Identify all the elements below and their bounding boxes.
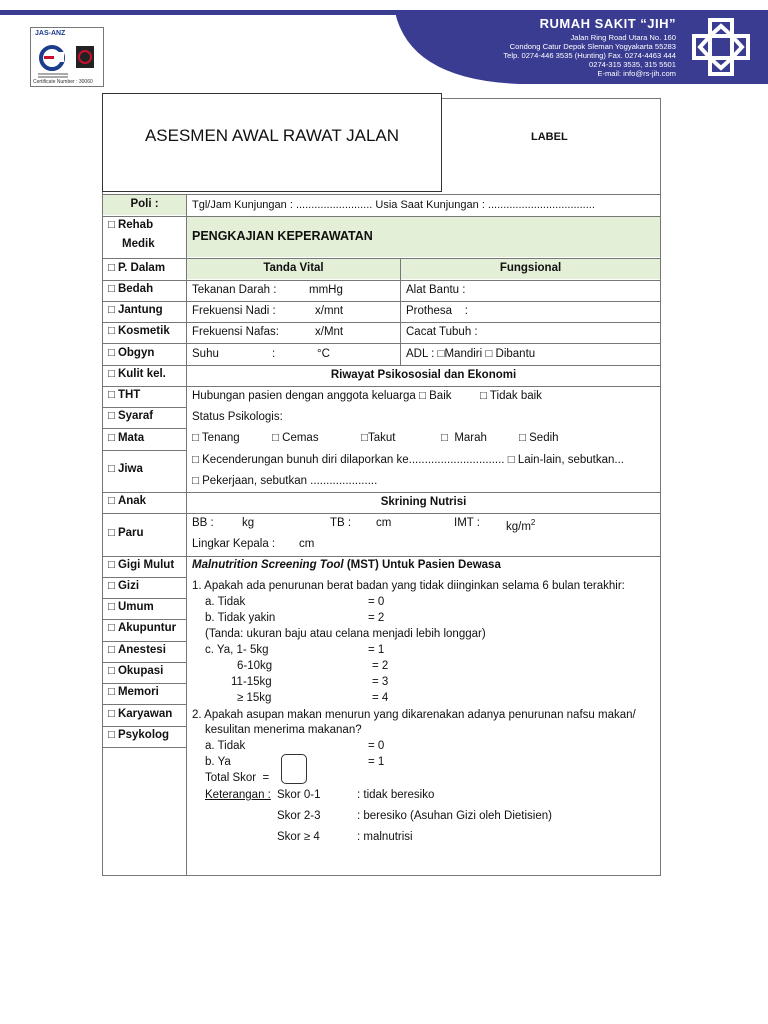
poli-header: Poli : xyxy=(130,198,159,210)
poli-option-okupasi[interactable] xyxy=(108,665,163,677)
poli-option-tht[interactable] xyxy=(108,389,140,401)
column-divider xyxy=(186,194,187,876)
cert-emblem-icon xyxy=(32,38,102,82)
poli-option-paru[interactable] xyxy=(108,527,144,539)
poli-label: Okupasi xyxy=(117,665,164,677)
psychosocial-header: Riwayat Psikososial dan Ekonomi xyxy=(330,369,517,381)
bmi-unit-exponent: 2 xyxy=(530,518,536,527)
psych-option-tenang[interactable]: □ Tenang xyxy=(192,432,240,444)
legend-label: Keterangan : xyxy=(205,789,271,801)
head-circumference-label: Lingkar Kepala : xyxy=(192,538,276,550)
mst-q1-note: (Tanda: ukuran baju atau celana menjadi lebih longgar) xyxy=(205,628,486,640)
total-score-label: Total Skor = xyxy=(205,772,270,784)
poli-option-kulit[interactable] xyxy=(108,368,166,380)
poli-label: Obgyn xyxy=(117,347,155,359)
mst-q1-score-c4: = 4 xyxy=(372,692,389,704)
divider xyxy=(102,641,186,642)
divider xyxy=(102,598,186,599)
nutrition-screening-header: Skrining Nutrisi xyxy=(380,496,467,508)
poli-option-umum[interactable] xyxy=(108,601,154,613)
section-title: PENGKAJIAN KEPERAWATAN xyxy=(192,229,373,243)
poli-label: Gigi Mulut xyxy=(117,559,175,571)
checkbox-icon[interactable]: □ xyxy=(108,304,115,316)
disability-label: Cacat Tubuh : xyxy=(406,326,478,338)
psych-status-label: Status Psikologis: xyxy=(192,411,283,423)
address-line: Condong Catur Depok Sleman Yogyakarta 55283 xyxy=(509,42,676,51)
occupation-option[interactable]: □ Pekerjaan, sebutkan ..................... xyxy=(192,475,378,487)
psych-option-takut[interactable]: □Takut xyxy=(361,432,396,444)
checkbox-icon[interactable]: □ xyxy=(108,622,115,634)
weight-label: BB : xyxy=(192,517,214,529)
cert-title: JAS-ANZ xyxy=(35,30,66,37)
weight-unit: kg xyxy=(242,517,255,529)
poli-option-psykolog[interactable] xyxy=(108,729,169,741)
checkbox-icon[interactable]: □ xyxy=(108,283,115,295)
score-range-1: Skor 0-1 xyxy=(277,789,321,801)
poli-label: P. Dalam xyxy=(117,262,166,274)
mst-question-1: 1. Apakah ada penurunan berat badan yang tidak diinginkan selama 6 bulan terakhir: xyxy=(192,580,625,592)
hospital-header xyxy=(0,0,768,90)
temperature-unit: °C xyxy=(317,348,330,360)
address-line: 0274-315 3535, 315 5501 xyxy=(589,60,676,69)
poli-option-syaraf[interactable] xyxy=(108,410,153,422)
total-score-input[interactable] xyxy=(281,754,307,784)
poli-label: Psykolog xyxy=(117,729,170,741)
poli-label: Paru xyxy=(117,527,144,539)
poli-option-akupuntur[interactable] xyxy=(108,622,176,634)
mst-q1-option-a: a. Tidak xyxy=(205,596,246,608)
poli-label-medik: Medik xyxy=(122,238,155,250)
mst-q1-score-a: = 0 xyxy=(368,596,385,608)
mst-q2-score-a: = 0 xyxy=(368,740,385,752)
address-line: E-mail: info@rs-jih.com xyxy=(597,69,676,78)
label-placeholder: LABEL xyxy=(531,131,568,143)
checkbox-icon[interactable]: □ xyxy=(108,432,115,444)
prosthesis-label: Prothesa : xyxy=(406,305,469,317)
mst-q1-score-c3: = 3 xyxy=(372,676,389,688)
cert-number: Certificate Number : 30060 xyxy=(33,79,93,85)
assistive-device-label: Alat Bantu : xyxy=(406,284,466,296)
hospital-logo-icon xyxy=(688,16,754,78)
poli-option-anestesi[interactable] xyxy=(108,644,166,656)
mst-q1-option-b: b. Tidak yakin xyxy=(205,612,276,624)
psych-option-marah[interactable]: □ Marah xyxy=(441,432,487,444)
mst-question-2-cont: kesulitan menerima makanan? xyxy=(205,724,362,736)
poli-label: Kosmetik xyxy=(117,325,170,337)
height-unit: cm xyxy=(376,517,392,529)
poli-label: Anestesi xyxy=(117,644,166,656)
poli-option-karyawan[interactable] xyxy=(108,708,172,720)
checkbox-icon[interactable]: □ xyxy=(108,219,115,231)
poli-label: Kulit kel. xyxy=(117,368,166,380)
adl-options[interactable]: ADL : □Mandiri □ Dibantu xyxy=(406,348,536,360)
checkbox-icon[interactable]: □ xyxy=(108,708,115,720)
divider xyxy=(102,662,186,663)
checkbox-icon[interactable]: □ xyxy=(108,686,115,698)
mst-q1-score-c: = 1 xyxy=(368,644,385,656)
temperature-colon: : xyxy=(272,348,276,360)
vital-signs-header: Tanda Vital xyxy=(263,262,324,274)
poli-option-memori[interactable] xyxy=(108,686,159,698)
score-range-2: Skor 2-3 xyxy=(277,810,321,822)
mst-title-italic: Malnutrition Screening Tool xyxy=(192,559,344,571)
mst-title-rest: (MST) Untuk Pasien Dewasa xyxy=(343,559,501,571)
checkbox-icon[interactable]: □ xyxy=(108,665,115,677)
poli-label: Karyawan xyxy=(117,708,173,720)
mst-q2-option-a: a. Tidak xyxy=(205,740,246,752)
checkbox-icon[interactable]: □ xyxy=(108,347,115,359)
poli-option-kosmetik[interactable] xyxy=(108,325,170,337)
divider xyxy=(102,619,186,620)
respiration-label: Frekuensi Nafas: xyxy=(192,326,279,338)
poli-option-p-dalam[interactable] xyxy=(108,262,165,274)
checkbox-icon[interactable]: □ xyxy=(108,495,115,507)
divider xyxy=(102,407,186,408)
bmi-label: IMT : xyxy=(454,517,480,529)
poli-option-jiwa[interactable] xyxy=(108,463,143,475)
score-desc-3: : malnutrisi xyxy=(357,831,413,843)
checkbox-icon[interactable]: □ xyxy=(108,410,115,422)
poli-label: Syaraf xyxy=(117,410,154,422)
mst-q1-option-c2: 6-10kg xyxy=(237,660,273,672)
address-line: Telp. 0274-446 3535 (Hunting) Fax. 0274-4463 444 xyxy=(503,51,676,60)
poli-option-rehab[interactable] xyxy=(108,219,153,231)
visit-info: Tgl/Jam Kunjungan : ......................... Usia Saat Kunjungan : ................................... xyxy=(192,199,595,211)
mst-title xyxy=(192,558,501,572)
checkbox-icon[interactable]: □ xyxy=(108,559,115,571)
poli-option-jantung[interactable] xyxy=(108,304,163,316)
poli-label: Akupuntur xyxy=(117,622,177,634)
poli-label: Bedah xyxy=(117,283,154,295)
checkbox-icon[interactable]: □ xyxy=(108,463,115,475)
mst-q2-score-b: = 1 xyxy=(368,756,385,768)
poli-label: THT xyxy=(117,389,141,401)
bmi-unit xyxy=(506,516,535,534)
score-range-3: Skor ≥ 4 xyxy=(277,831,320,843)
poli-option-bedah[interactable] xyxy=(108,283,153,295)
mst-question-2: 2. Apakah asupan makan menurun yang dikarenakan adanya penurunan nafsu makan/ xyxy=(192,709,636,721)
mst-q1-score-b: = 2 xyxy=(368,612,385,624)
psych-option-sedih[interactable]: □ Sedih xyxy=(519,432,559,444)
hospital-name: RUMAH SAKIT “JIH” xyxy=(539,16,676,31)
divider xyxy=(102,577,186,578)
respiration-unit: x/Mnt xyxy=(315,326,344,338)
functional-header: Fungsional xyxy=(499,262,562,274)
poli-label: Mata xyxy=(117,432,145,444)
poli-label: Umum xyxy=(117,601,154,613)
address-line: Jalan Ring Road Utara No. 160 xyxy=(570,33,676,42)
divider xyxy=(102,704,186,705)
form-title-box xyxy=(102,93,442,192)
score-desc-1: : tidak beresiko xyxy=(357,789,435,801)
poli-label: Rehab xyxy=(117,219,154,231)
poli-label: Memori xyxy=(117,686,159,698)
pulse-label: Frekuensi Nadi : xyxy=(192,305,276,317)
poli-option-gizi[interactable] xyxy=(108,580,139,592)
divider xyxy=(102,428,186,429)
checkbox-icon[interactable]: □ xyxy=(108,729,115,741)
poli-label: Anak xyxy=(117,495,147,507)
divider xyxy=(102,683,186,684)
suicide-tendency-option[interactable]: □ Kecenderungan bunuh diri dilaporkan ke.............................. □ Lain-lain, sebutkan... xyxy=(192,454,624,466)
checkbox-icon[interactable]: □ xyxy=(108,389,115,401)
divider xyxy=(102,726,186,727)
mst-q1-option-c4: ≥ 15kg xyxy=(237,692,272,704)
checkbox-icon[interactable]: □ xyxy=(108,368,115,380)
psych-option-cemas[interactable]: □ Cemas xyxy=(272,432,319,444)
checkbox-icon[interactable]: □ xyxy=(108,325,115,337)
family-relation-label[interactable]: Hubungan pasien dengan anggota keluarga □ Baik xyxy=(192,390,452,402)
poli-label: Jiwa xyxy=(117,463,143,475)
checkbox-icon[interactable]: □ xyxy=(108,580,115,592)
height-label: TB : xyxy=(330,517,352,529)
family-relation-bad-option[interactable]: □ Tidak baik xyxy=(480,390,542,402)
mst-q1-score-c2: = 2 xyxy=(372,660,389,672)
checkbox-icon[interactable]: □ xyxy=(108,644,115,656)
certification-logo xyxy=(30,27,104,87)
divider xyxy=(102,450,186,451)
divider xyxy=(102,747,186,748)
poli-label: Jantung xyxy=(117,304,163,316)
temperature-label: Suhu xyxy=(192,348,219,360)
score-desc-2: : beresiko (Asuhan Gizi oleh Dietisien) xyxy=(357,810,552,822)
checkbox-icon[interactable]: □ xyxy=(108,262,115,274)
blood-pressure-unit: mmHg xyxy=(309,284,343,296)
checkbox-icon[interactable]: □ xyxy=(108,527,115,539)
poli-option-mata[interactable] xyxy=(108,432,144,444)
mst-q1-option-c: c. Ya, 1- 5kg xyxy=(205,644,269,656)
mst-q1-option-c3: 11-15kg xyxy=(231,676,272,688)
pulse-unit: x/mnt xyxy=(315,305,344,317)
mst-q2-option-b: b. Ya xyxy=(205,756,231,768)
poli-option-obgyn[interactable] xyxy=(108,347,154,359)
form-title: ASESMEN AWAL RAWAT JALAN xyxy=(144,126,400,145)
poli-label: Gizi xyxy=(117,580,140,592)
checkbox-icon[interactable]: □ xyxy=(108,601,115,613)
poli-option-gigi-mulut[interactable] xyxy=(108,559,174,571)
bmi-unit-text: kg/m xyxy=(506,520,531,533)
poli-option-anak[interactable] xyxy=(108,495,146,507)
blood-pressure-label: Tekanan Darah : xyxy=(192,284,277,296)
head-circumference-unit: cm xyxy=(299,538,315,550)
